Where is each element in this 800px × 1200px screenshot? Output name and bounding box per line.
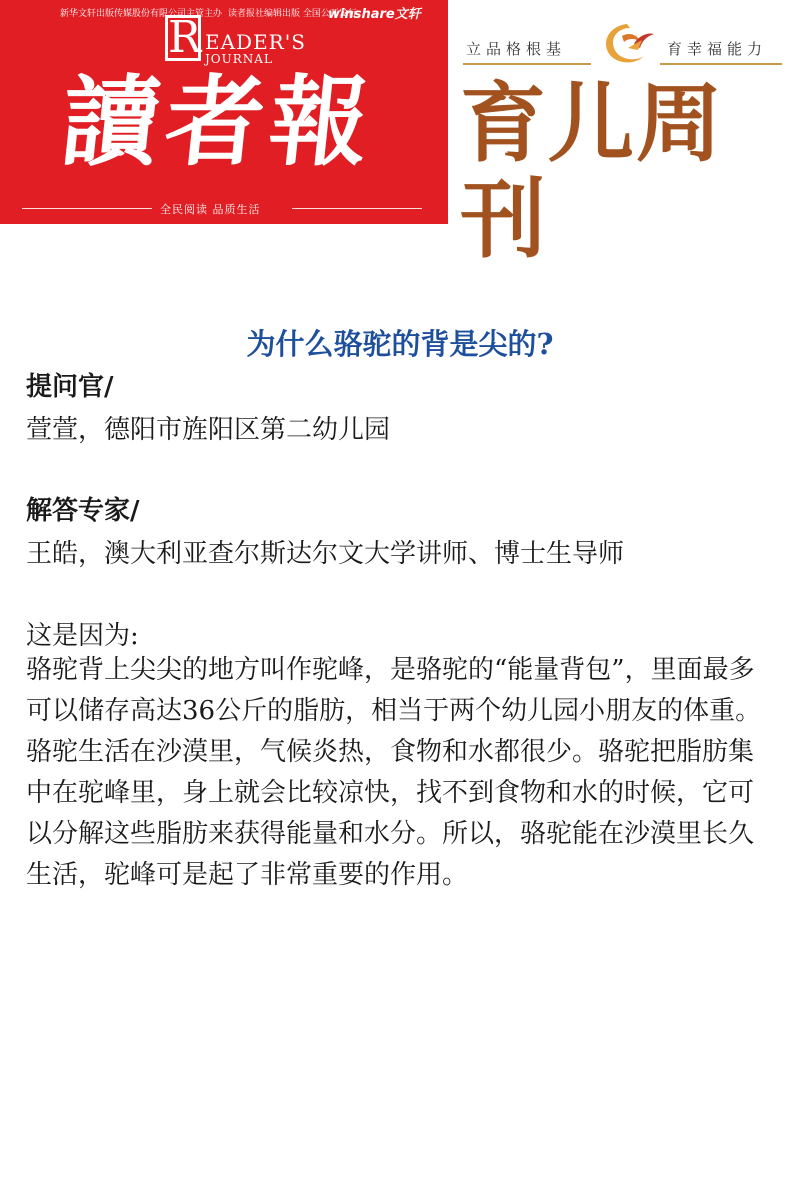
publisher-note: 新华文轩出版传媒股份有限公司主管主办 <box>60 9 223 19</box>
masthead-english-line1: EADER'S <box>205 30 306 54</box>
asker-name: 萱萱，德阳市旌阳区第二幼儿园 <box>26 415 391 445</box>
weekly-swirl-logo-icon <box>598 18 656 68</box>
publication-note: 读者报社编辑出版 全国公开发行 <box>228 9 357 19</box>
r-logo-box: R <box>165 15 201 61</box>
answer-intro: 这是因为: <box>26 621 139 651</box>
slogan-divider-left <box>22 208 152 209</box>
answer-body <box>26 650 766 896</box>
weekly-slogan-left: 立品格根基 <box>466 40 567 58</box>
masthead-title: 讀者報 <box>56 65 381 180</box>
weekly-title: 育儿周刊 <box>460 74 724 270</box>
answer-paragraph-1: 骆驼背上尖尖的地方叫作驼峰，是骆驼的“能量背包”，里面最多可以储存高达36公斤的脂肪，相当于两个幼儿园小朋友的体重。 <box>26 655 762 726</box>
weekly-slogan-underline-left <box>463 63 591 65</box>
weekly-slogan-right: 育幸福能力 <box>667 40 768 58</box>
expert-label: 解答专家/ <box>26 496 140 526</box>
masthead-english-line2: JOURNAL <box>205 52 273 66</box>
expert-name: 王皓，澳大利亚查尔斯达尔文大学讲师、博士生导师 <box>26 539 625 569</box>
readers-journal-masthead <box>0 0 448 224</box>
article-headline: 为什么骆驼的背是尖的? <box>246 327 554 361</box>
weekly-slogan-underline-right <box>660 63 782 65</box>
winshare-logo: winshare文轩 <box>328 7 421 22</box>
masthead-slogan: 全民阅读 品质生活 <box>160 203 261 216</box>
answer-paragraph-2: 骆驼生活在沙漠里，气候炎热，食物和水都很少。骆驼把脂肪集中在驼峰里，身上就会比较凉快，找不到食物和水的时候，它可以分解这些脂肪来获得能量和水分。所以，骆驼能在沙漠里长久生活，驼峰可是起了非常重要的作用。 <box>26 737 755 890</box>
asker-label: 提问官/ <box>26 372 114 402</box>
slogan-divider-right <box>292 208 422 209</box>
